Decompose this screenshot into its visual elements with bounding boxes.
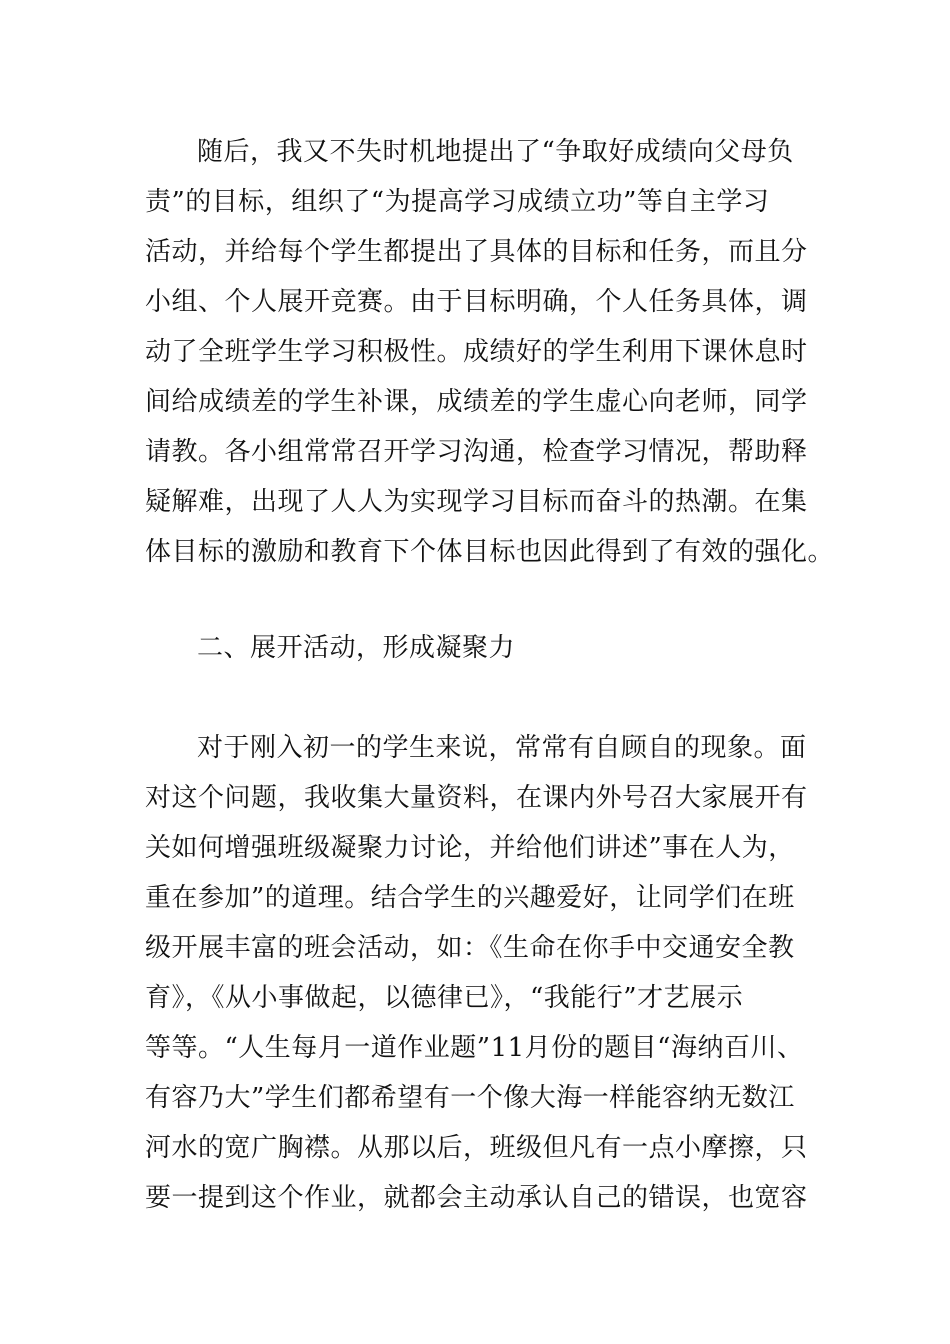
text-line: 随后，我又不失时机地提出了“争取好成绩向父母负 (197, 137, 794, 167)
text-line: 关如何增强班级凝聚力讨论，并给他们讲述”事在人为， (145, 833, 795, 863)
text-line: 等等。“人生每月一道作业题”11月份的题目“海纳百川、 (145, 1033, 804, 1063)
text-line: 河水的宽广胸襟。从那以后，班级但凡有一点小摩擦，只 (145, 1133, 808, 1163)
text-line: 小组、个人展开竞赛。由于目标明确，个人任务具体，调 (145, 287, 808, 317)
text-line: 间给成绩差的学生补课，成绩差的学生虚心向老师，同学 (145, 387, 808, 417)
text-line: 要一提到这个作业，就都会主动承认自己的错误，也宽容 (145, 1183, 808, 1213)
text-line: 重在参加”的道理。结合学生的兴趣爱好，让同学们在班 (145, 883, 795, 913)
text-line: 活动，并给每个学生都提出了具体的目标和任务，而且分 (145, 237, 808, 267)
text-line: 请教。各小组常常召开学习沟通，检查学习情况，帮助释 (145, 437, 808, 467)
text-line: 对于刚入初一的学生来说，常常有自顾自的现象。面 (197, 733, 807, 763)
text-line: 责”的目标，组织了“为提高学习成绩立功”等自主学习 (145, 187, 770, 217)
section-heading: 二、展开活动，形成凝聚力 (197, 633, 516, 663)
text-line: 有容乃大”学生们都希望有一个像大海一样能容纳无数江 (145, 1083, 795, 1113)
text-line: 育》，《从小事做起，以德律已》，“我能行”才艺展示 (145, 983, 744, 1013)
text-line: 疑解难，出现了人人为实现学习目标而奋斗的热潮。在集 (145, 487, 808, 517)
text-line: 对这个问题，我收集大量资料，在课内外号召大家展开有 (145, 783, 808, 813)
text-line: 动了全班学生学习积极性。成绩好的学生利用下课休息时 (145, 337, 808, 367)
text-line: 体目标的激励和教育下个体目标也因此得到了有效的强化。 (145, 537, 835, 567)
text-line: 级开展丰富的班会活动，如：《生命在你手中交通安全教 (145, 933, 795, 963)
